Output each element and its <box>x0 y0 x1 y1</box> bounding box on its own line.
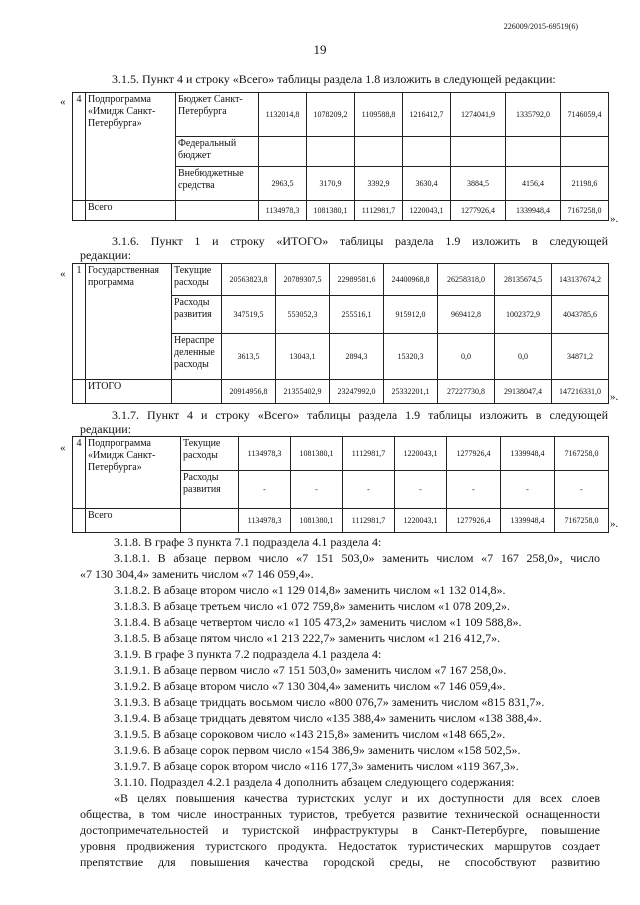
quote-open: « <box>60 442 66 454</box>
row-label: Внебюджетные средства <box>176 167 259 201</box>
total-label: ИТОГО <box>86 380 172 404</box>
table-cell: 1277926,4 <box>447 509 501 533</box>
table-cell: 553052,3 <box>276 296 330 334</box>
table-cell: 7167258,0 <box>561 201 609 221</box>
body-line: 3.1.8. В графе 3 пункта 7.1 подраздела 4.1 раздела 4: <box>114 535 382 549</box>
table-cell <box>259 137 307 167</box>
table-cell: 25332201,1 <box>384 380 438 404</box>
section-3-1-7-heading-cont: редакции: <box>80 422 132 436</box>
body-line: 3.1.8.4. В абзаце четвертом число «1 105 473,2» заменить числом «1 109 588,8». <box>114 615 522 629</box>
row-label: Бюджет Санкт-Петербурга <box>176 93 259 137</box>
table-cell: 1078209,2 <box>307 93 355 137</box>
row-label: Текущие расходы <box>181 437 239 471</box>
table-cell: 3884,5 <box>451 167 506 201</box>
table-cell: 24400968,8 <box>384 264 438 296</box>
table-cell: - <box>555 471 609 509</box>
section-3-1-6-heading-cont: редакции: <box>80 248 132 262</box>
table-cell: 0,0 <box>438 334 495 380</box>
table-cell: 4156,4 <box>506 167 561 201</box>
body-line: 3.1.9.5. В абзаце сороковом число «143 215,8» заменить числом «148 665,2». <box>114 727 506 741</box>
table-cell: 1220043,1 <box>395 437 447 471</box>
page-number: 19 <box>313 42 327 57</box>
body-line: 3.1.8.3. В абзаце третьем число «1 072 759,8» заменить числом «1 078 209,2». <box>114 599 511 613</box>
program-name: Подпрограмма «Имидж Санкт-Петербурга» <box>86 437 181 509</box>
table-cell: 27227730,8 <box>438 380 495 404</box>
table-section-1-8 <box>72 92 609 221</box>
table-row <box>73 93 609 137</box>
table-cell: 29138047,4 <box>495 380 552 404</box>
body-line: 3.1.8.1. В абзаце первом число «7 151 503,0» заменить числом «7 167 258,0», число <box>114 551 600 565</box>
table-cell: 1134978,3 <box>239 509 291 533</box>
table-cell: 1081380,1 <box>291 509 343 533</box>
table-cell: - <box>501 471 555 509</box>
table-cell: 26258318,0 <box>438 264 495 296</box>
body-line: 3.1.9.7. В абзаце сорок втором число «116 177,3» заменить числом «119 367,3». <box>114 759 519 773</box>
quote-close: ». <box>610 391 619 403</box>
table-cell: 1220043,1 <box>395 509 447 533</box>
table-cell: 0,0 <box>495 334 552 380</box>
table-cell: 1339948,4 <box>501 437 555 471</box>
table-cell: 7146059,4 <box>561 93 609 137</box>
table-cell: - <box>239 471 291 509</box>
table-row <box>73 437 609 471</box>
row-label: Нераспре деленные расходы <box>172 334 222 380</box>
table-cell <box>561 137 609 167</box>
table-cell: 1132014,8 <box>259 93 307 137</box>
total-label: Всего <box>86 201 176 221</box>
body-line: 3.1.10. Подраздел 4.2.1 раздела 4 дополнить абзацем следующего содержания: <box>114 775 515 789</box>
table-row <box>73 380 609 404</box>
quote-close: ». <box>610 213 619 225</box>
body-line: препятствие для повышения качества городской среды, не способствуют развитию <box>80 855 600 869</box>
table-cell: 34871,2 <box>552 334 609 380</box>
table-cell: 7167258,0 <box>555 509 609 533</box>
table-cell: - <box>395 471 447 509</box>
table-cell: 347519,5 <box>222 296 276 334</box>
table-cell <box>307 137 355 167</box>
table-cell: 20563823,8 <box>222 264 276 296</box>
table-cell: 3613,5 <box>222 334 276 380</box>
table-cell <box>403 137 451 167</box>
table-cell: 2963,5 <box>259 167 307 201</box>
row-label: Расходы развития <box>181 471 239 509</box>
body-line: 3.1.8.2. В абзаце втором число «1 129 014,8» заменить числом «1 132 014,8». <box>114 583 506 597</box>
table-cell: 2894,3 <box>330 334 384 380</box>
body-line: уровня продвижения туристского продукта. Недостаток туристических маршрутов создает <box>80 839 600 853</box>
table-row <box>73 264 609 296</box>
table-row <box>73 201 609 221</box>
quote-open: « <box>60 268 66 280</box>
table-cell: 1277926,4 <box>447 437 501 471</box>
table-cell: 1109588,8 <box>355 93 403 137</box>
table-cell: 3630,4 <box>403 167 451 201</box>
row-index: 1 <box>73 264 86 380</box>
table-cell <box>506 137 561 167</box>
body-line: «7 130 304,4» заменить числом «7 146 059,4». <box>80 567 314 581</box>
program-name: Государственная программа <box>86 264 172 380</box>
quote-open: « <box>60 96 66 108</box>
table-cell: 1081380,1 <box>291 437 343 471</box>
table-cell: 1002372,9 <box>495 296 552 334</box>
total-label: Всего <box>86 509 181 533</box>
table-cell: 7167258,0 <box>555 437 609 471</box>
table-cell <box>355 137 403 167</box>
table-cell: 3392,9 <box>355 167 403 201</box>
table-cell: 915912,0 <box>384 296 438 334</box>
table-cell: 22989581,6 <box>330 264 384 296</box>
table-cell: 255516,1 <box>330 296 384 334</box>
table-cell: 1220043,1 <box>403 201 451 221</box>
table-cell: 1134978,3 <box>239 437 291 471</box>
body-line: 3.1.9.3. В абзаце тридцать восьмом число «800 076,7» заменить числом «815 831,7». <box>114 695 545 709</box>
table-cell: 1134978,3 <box>259 201 307 221</box>
table-cell: 20914956,8 <box>222 380 276 404</box>
table-cell: 147216331,0 <box>552 380 609 404</box>
table-cell: 1112981,7 <box>343 509 395 533</box>
table-cell: 1112981,7 <box>343 437 395 471</box>
table-cell: 1335792,0 <box>506 93 561 137</box>
section-3-1-6-heading: 3.1.6. Пункт 1 и строку «ИТОГО» таблицы раздела 1.9 изложить в следующей <box>112 234 608 248</box>
table-section-1-9-subprogram <box>72 436 609 533</box>
body-text <box>80 534 600 870</box>
table-cell: 1081380,1 <box>307 201 355 221</box>
table-cell: 15320,3 <box>384 334 438 380</box>
table-row <box>73 509 609 533</box>
body-line: достопримечательностей и туристской инфраструктуры в Санкт-Петербурге, повышение <box>80 823 600 837</box>
table-cell: 1277926,4 <box>451 201 506 221</box>
table-cell: 1274041,9 <box>451 93 506 137</box>
body-line: 3.1.9.1. В абзаце первом число «7 151 503,0» заменить числом «7 167 258,0». <box>114 663 507 677</box>
row-index: 4 <box>73 437 86 509</box>
program-name: Подпрограмма «Имидж Санкт-Петербурга» <box>86 93 176 201</box>
row-label: Федеральный бюджет <box>176 137 259 167</box>
table-cell: 143137674,2 <box>552 264 609 296</box>
table-cell: - <box>447 471 501 509</box>
section-3-1-7-heading: 3.1.7. Пункт 4 и строку «Всего» таблицы раздела 1.9 таблицы изложить в следующей <box>112 408 608 422</box>
table-cell: 1112981,7 <box>355 201 403 221</box>
row-index: 4 <box>73 93 86 201</box>
body-line: общества, в том числе иностранных туристов, требуется развитие технической оснащенности <box>80 807 600 821</box>
table-cell: 969412,8 <box>438 296 495 334</box>
table-cell: 4043785,6 <box>552 296 609 334</box>
table-cell: 21198,6 <box>561 167 609 201</box>
table-cell: 20789307,5 <box>276 264 330 296</box>
document-number: 226009/2015-69519(6) <box>503 22 578 31</box>
table-cell: - <box>291 471 343 509</box>
table-cell: 21355402,9 <box>276 380 330 404</box>
body-line: 3.1.9.2. В абзаце втором число «7 130 304,4» заменить числом «7 146 059,4». <box>114 679 506 693</box>
table-cell: 1216412,7 <box>403 93 451 137</box>
quote-close: ». <box>610 518 619 530</box>
body-line: 3.1.9.6. В абзаце сорок первом число «154 386,9» заменить числом «158 502,5». <box>114 743 521 757</box>
table-cell: 13043,1 <box>276 334 330 380</box>
section-3-1-5-heading: 3.1.5. Пункт 4 и строку «Всего» таблицы раздела 1.8 изложить в следующей редакции: <box>112 72 556 86</box>
table-cell: 3170,9 <box>307 167 355 201</box>
table-cell: 28135674,5 <box>495 264 552 296</box>
row-label: Текущие расходы <box>172 264 222 296</box>
body-line: 3.1.8.5. В абзаце пятом число «1 213 222,7» заменить числом «1 216 412,7». <box>114 631 501 645</box>
table-cell: 23247992,0 <box>330 380 384 404</box>
table-cell: 1339948,4 <box>501 509 555 533</box>
row-label: Расходы развития <box>172 296 222 334</box>
table-cell <box>451 137 506 167</box>
body-line: «В целях повышения качества туристских услуг и их доступности для всех слоев <box>114 791 600 805</box>
body-line: 3.1.9.4. В абзаце тридцать девятом число «135 388,4» заменить числом «138 388,4». <box>114 711 542 725</box>
table-section-1-9 <box>72 263 609 404</box>
table-cell: 1339948,4 <box>506 201 561 221</box>
table-cell: - <box>343 471 395 509</box>
body-line: 3.1.9. В графе 3 пункта 7.2 подраздела 4.1 раздела 4: <box>114 647 382 661</box>
